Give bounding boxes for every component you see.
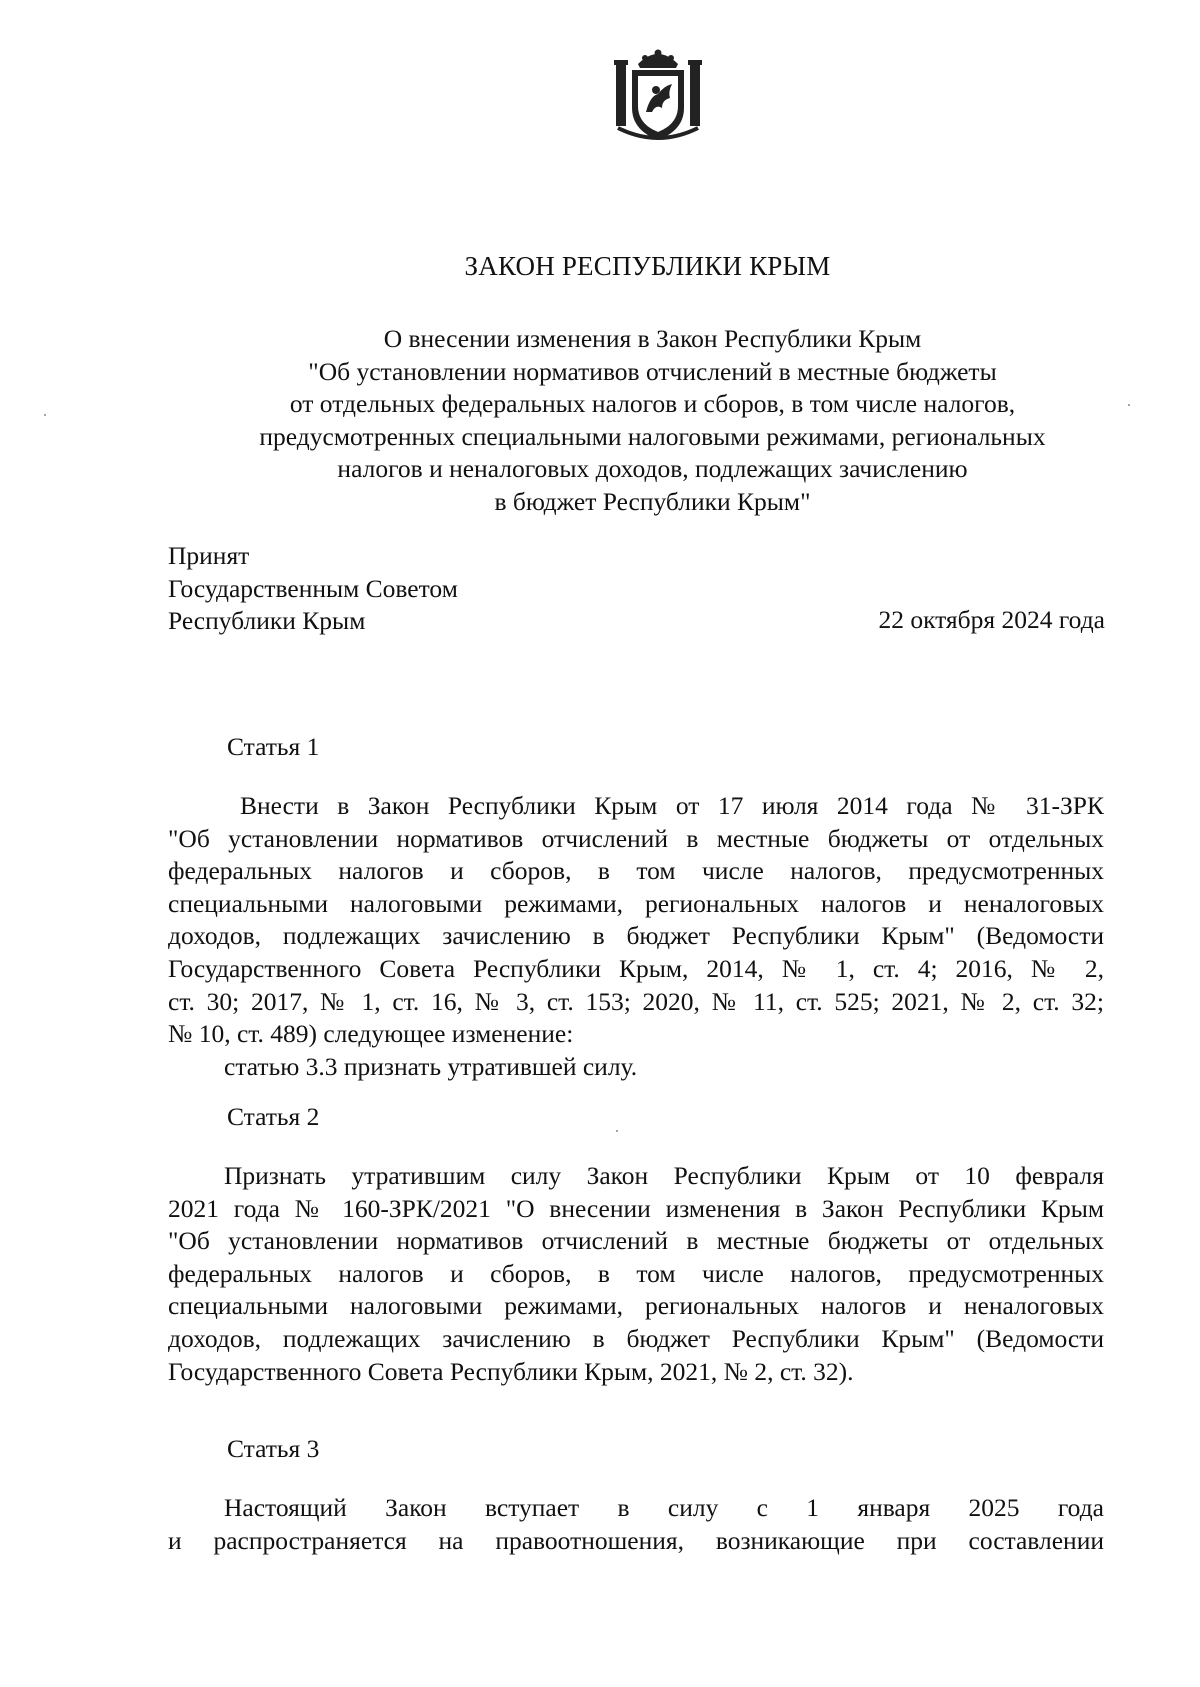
article-2-text — [168, 1160, 1104, 1388]
paragraph-line: "Об установлении нормативов отчислений в местные бюджеты от отдельных — [168, 1226, 1104, 1256]
subtitle-line: налогов и неналоговых доходов, подлежащих зачислению — [337, 454, 968, 483]
subtitle-line: О внесении изменения в Закон Республики Крым — [383, 324, 922, 353]
adoption-date: 22 октября 2024 года — [878, 605, 1105, 634]
article-1-heading: Статья 1 — [227, 732, 320, 761]
scan-speck — [1128, 404, 1130, 406]
paragraph-line: Внести в Закон Республики Крым от 17 июля 2014 года № 31-ЗРК — [240, 791, 1104, 820]
paragraph-line: специальными налоговыми режимами, региональных налогов и неналоговых — [168, 888, 1104, 918]
paragraph-line: специальными налоговыми режимами, региональных налогов и неналоговых — [168, 1291, 1104, 1321]
article-2-heading: Статья 2 — [227, 1102, 320, 1131]
paragraph-line: Признать утратившим силу Закон Республики Крым от 10 февраля — [224, 1161, 1104, 1190]
paragraph-line: ст. 30; 2017, № 1, ст. 16, № 3, ст. 153; 2020, № 11, ст. 525; 2021, № 2, ст. 32; — [168, 986, 1104, 1016]
adoption-line: Республики Крым — [168, 606, 366, 635]
adoption-line: Принят — [168, 541, 250, 570]
paragraph-line: статью 3.3 признать утратившей силу. — [224, 1051, 638, 1081]
subtitle-line: в бюджет Республики Крым" — [494, 486, 811, 516]
crimea-emblem-icon — [612, 46, 704, 146]
adoption-line: Государственным Советом — [168, 573, 458, 603]
paragraph-line: и распространяется на правоотношения, возникающие при составлении — [168, 1525, 1104, 1555]
subtitle-line: предусмотренных специальными налоговыми режимами, региональных — [259, 421, 1046, 451]
subtitle-line: от отдельных федеральных налогов и сборов, в том числе налогов, — [289, 389, 1016, 418]
paragraph-line: федеральных налогов и сборов, в том числе налогов, предусмотренных — [168, 856, 1104, 886]
article-3-text — [168, 1492, 1104, 1557]
adoption-block — [168, 540, 458, 638]
document-title: ЗАКОН РЕСПУБЛИКИ КРЫМ — [464, 251, 831, 281]
scan-speck — [616, 1130, 618, 1132]
paragraph-line: Настоящий Закон вступает в силу с 1 января 2025 года — [224, 1493, 1104, 1522]
paragraph-line: "Об установлении нормативов отчислений в местные бюджеты от отдельных — [168, 823, 1104, 853]
paragraph-line: федеральных налогов и сборов, в том числе налогов, предусмотренных — [168, 1258, 1104, 1288]
paragraph-line: доходов, подлежащих зачислению в бюджет Республики Крым" (Ведомости — [168, 1323, 1104, 1353]
article-3-heading: Статья 3 — [227, 1434, 320, 1463]
subtitle-line: "Об установлении нормативов отчислений в местные бюджеты — [308, 356, 997, 386]
paragraph-line: Государственного Совета Республики Крым, 2021, № 2, ст. 32). — [168, 1356, 854, 1386]
paragraph-line: № 10, ст. 489) следующее изменение: — [168, 1019, 574, 1049]
scan-speck — [44, 414, 46, 416]
paragraph-line: доходов, подлежащих зачислению в бюджет Республики Крым" (Ведомости — [168, 921, 1104, 951]
paragraph-line: Государственного Совета Республики Крым, 2014, № 1, ст. 4; 2016, № 2, — [168, 953, 1104, 983]
paragraph-line: 2021 года № 160-ЗРК/2021 "О внесении изменения в Закон Республики Крым — [168, 1193, 1104, 1223]
law-subtitle — [190, 323, 1115, 518]
article-1-text — [168, 790, 1104, 1083]
